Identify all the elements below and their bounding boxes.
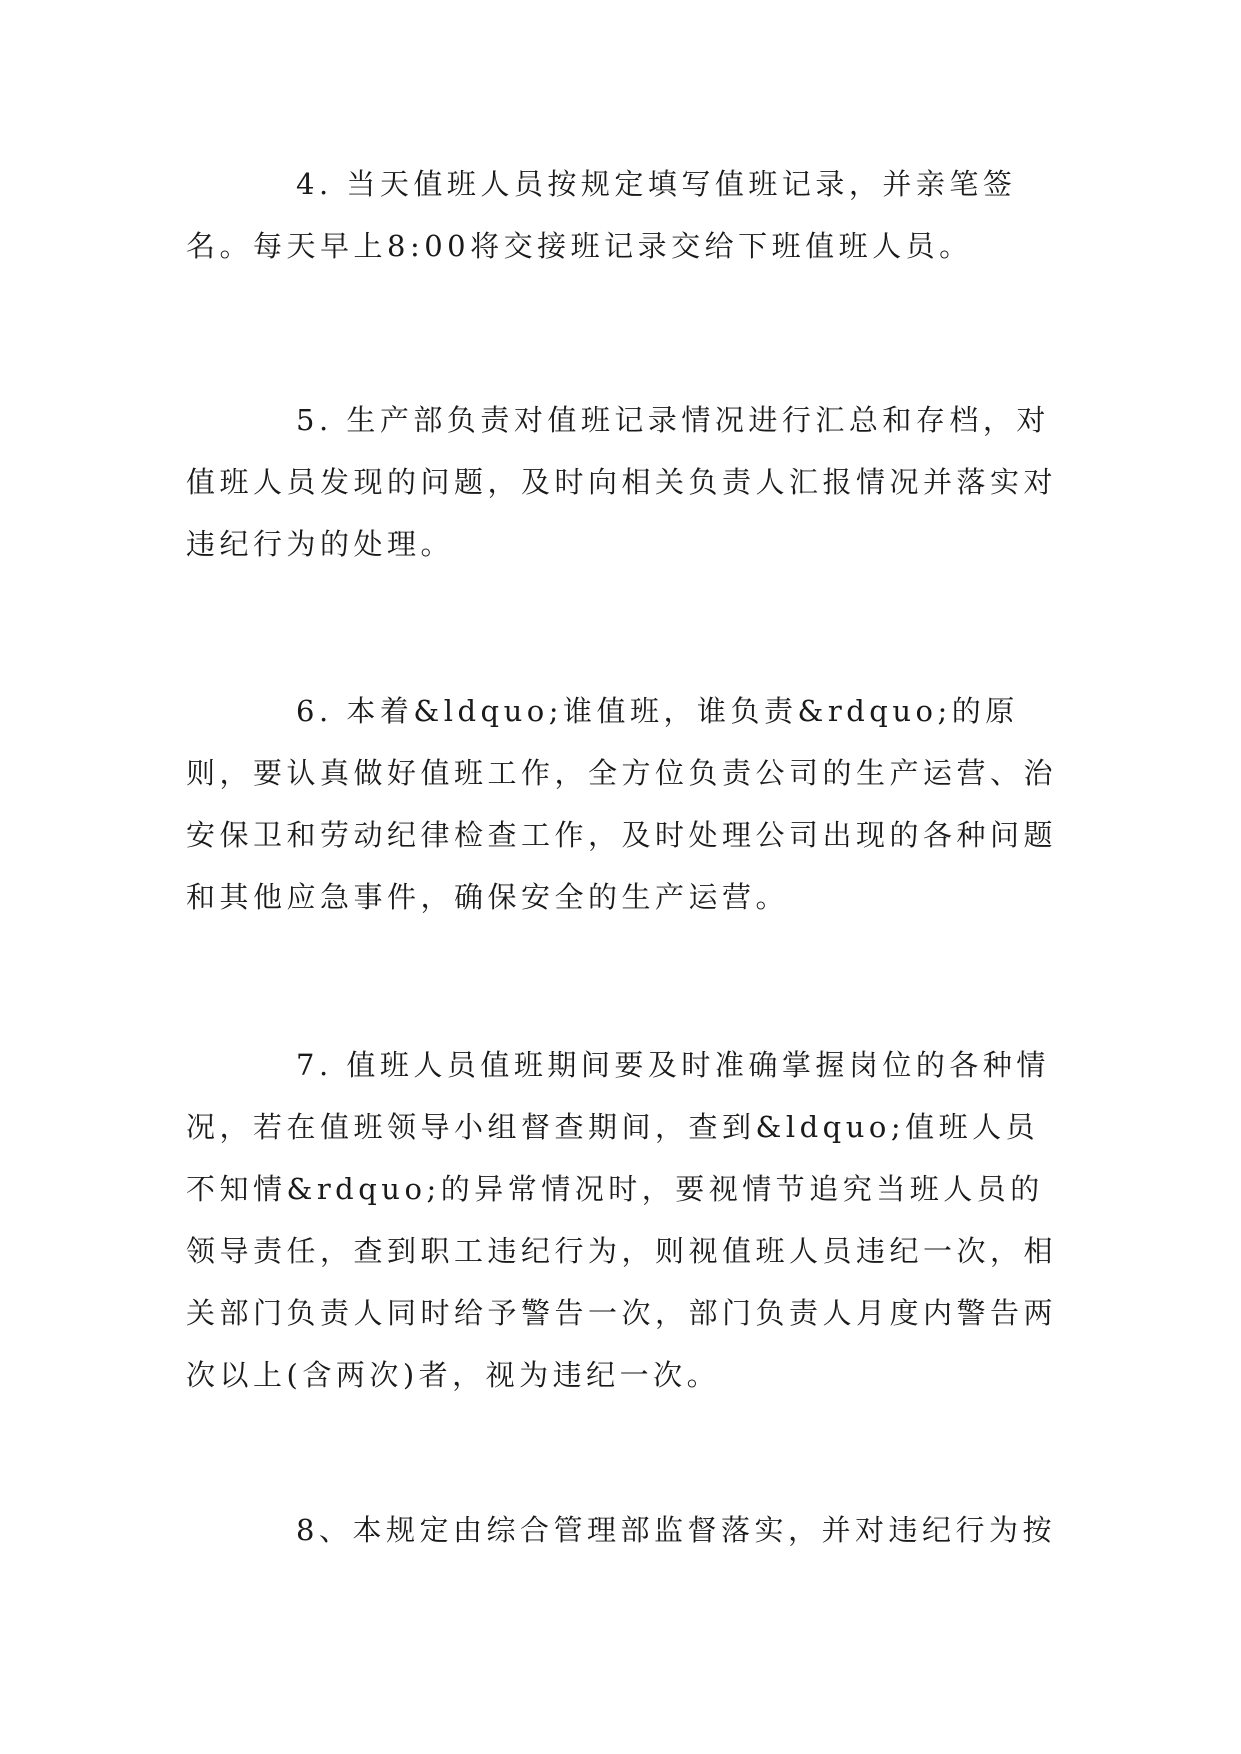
- paragraph-item-7: 7. 值班人员值班期间要及时准确掌握岗位的各种情况，若在值班领导小组督查期间，查到&ldquo;值班人员不知情&rdquo;的异常情况时，要视情节追究当班人员的领导责任，查到职工违纪行为，则视值班人员违纪一次，相关部门负责人同时给予警告一次，部门负责人月度内警告两次以上(含两次)者，视为违纪一次。: [186, 1048, 1058, 1392]
- paragraph-item-8: 8、本规定由综合管理部监督落实，并对违纪行为按: [296, 1513, 1056, 1547]
- paragraph-item-6: 6. 本着&ldquo;谁值班，谁负责&rdquo;的原则，要认真做好值班工作，全方位负责公司的生产运营、治安保卫和劳动纪律检查工作，及时处理公司出现的各种问题和其他应急事件，确保安全的生产运营。: [186, 694, 1058, 914]
- paragraph-item-5: 5. 生产部负责对值班记录情况进行汇总和存档，对值班人员发现的问题，及时向相关负责人汇报情况并落实对违纪行为的处理。: [186, 403, 1058, 561]
- paragraph-item-4: 4. 当天值班人员按规定填写值班记录，并亲笔签名。每天早上8:00将交接班记录交给下班值班人员。: [186, 167, 1017, 263]
